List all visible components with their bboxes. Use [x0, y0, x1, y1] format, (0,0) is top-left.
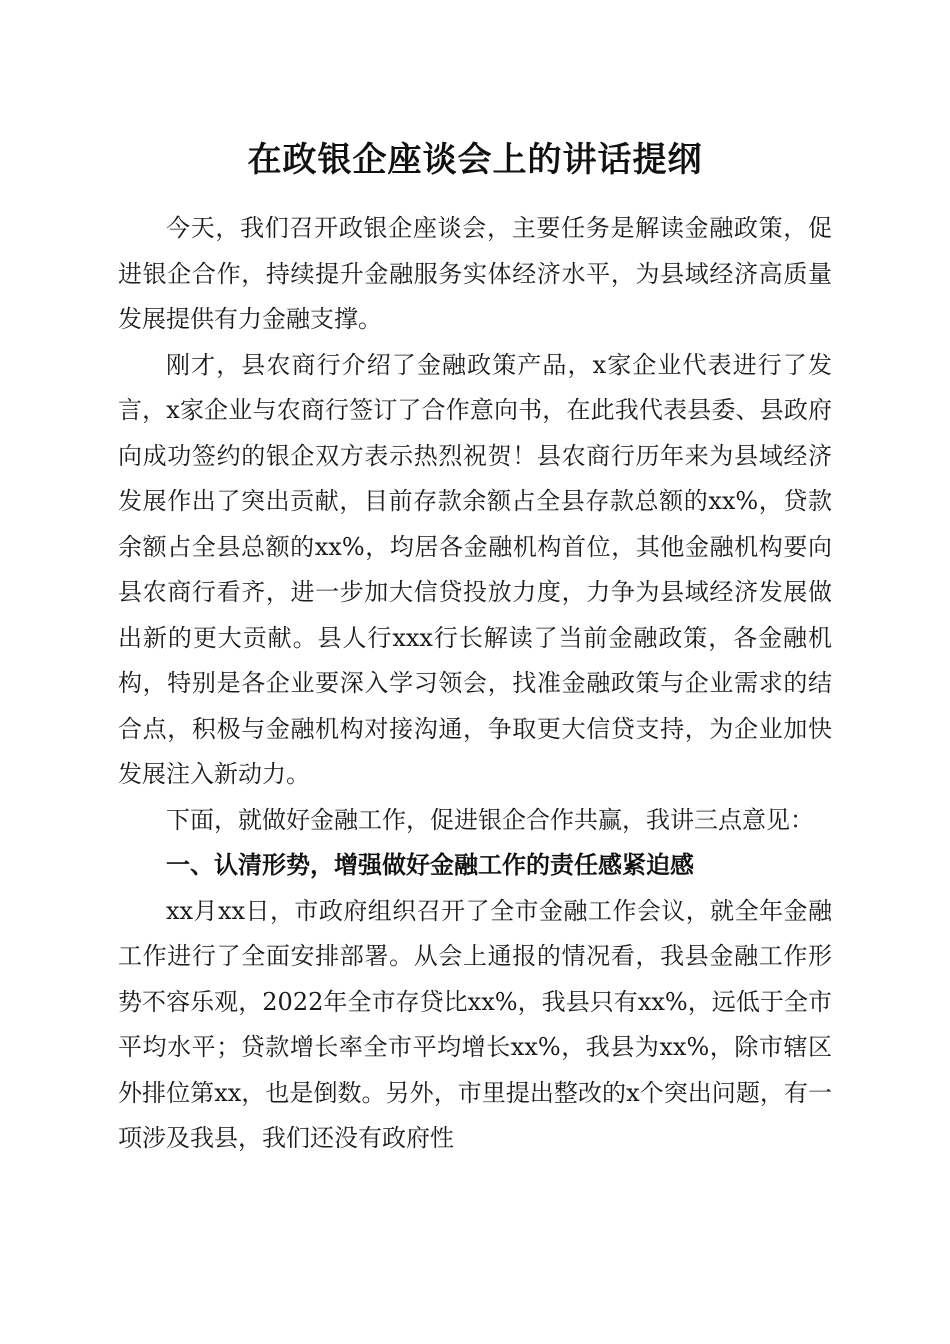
section-heading-1: 一、认清形势，增强做好金融工作的责任感紧迫感 [166, 851, 694, 879]
document-body [118, 206, 832, 1162]
paragraph-transition: 下面，就做好金融工作，促进银企合作共赢，我讲三点意见： [166, 805, 814, 834]
paragraph-situation: xx月xx日，市政府组织召开了全市金融工作会议，就全年金融工作进行了全面安排部署。从会上通报的情况看，我县金融工作形势不容乐观，2022年全市存贷比xx%，我县只有xx%，远低于全市平均水平；贷款增长率全市平均增长xx%，我县为xx%，除市辖区外排位第xx，也是倒数。另外，市里提出整改的x个突出问题，有一项涉及我县，我们还没有政府性 [118, 896, 832, 1152]
document-title: 在政银企座谈会上的讲话提纲 [247, 140, 703, 180]
paragraph-review: 刚才，县农商行介绍了金融政策产品，x家企业代表进行了发言，x家企业与农商行签订了合作意向书，在此我代表县委、县政府向成功签约的银企双方表示热烈祝贺！县农商行历年来为县域经济发展作出了突出贡献，目前存款余额占全县存款总额的xx%，贷款余额占全县总额的xx%，均居各金融机构首位，其他金融机构要向县农商行看齐，进一步加大信贷投放力度，力争为县域经济发展做出新的更大贡献。县人行xxx行长解读了当前金融政策，各金融机构，特别是各企业要深入学习领会，找准金融政策与企业需求的结合点，积极与金融机构对接沟通，争取更大信贷支持，为企业加快发展注入新动力。 [118, 350, 832, 788]
paragraph-opening: 今天，我们召开政银企座谈会，主要任务是解读金融政策，促进银企合作，持续提升金融服务实体经济水平，为县域经济高质量发展提供有力金融支撑。 [118, 214, 832, 333]
